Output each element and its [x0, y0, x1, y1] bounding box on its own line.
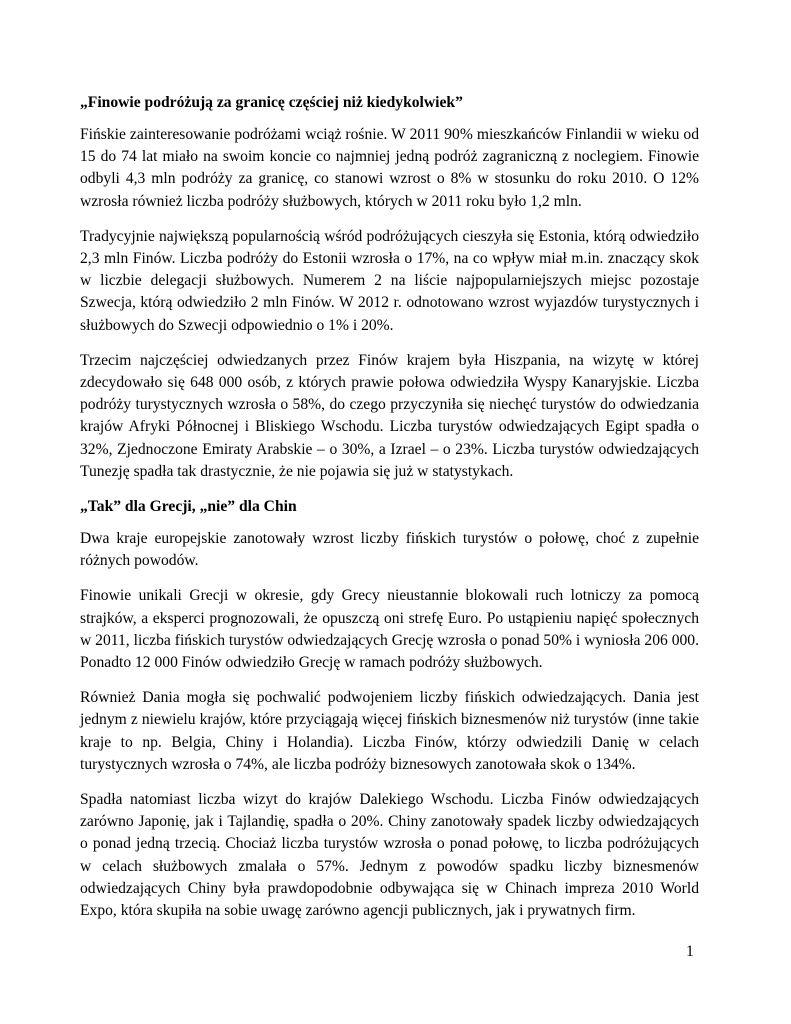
paragraph-spain: Trzecim najczęściej odwiedzanych przez Finów krajem była Hiszpania, na wizytę w której zdecydowało się 648 000 osób, z których prawie połowa odwiedziła Wyspy Kanaryjskie. Liczba podróży turystycznych wzrosła o 58%, do czego przyczyniła się niechęć turystów do odwiedzania krajów Afryki Północnej i Bliskiego Wschodu. Liczba turystów odwiedzających Egipt spadła o 32%, Zjednoczone Emiraty Arabskie – o 30%, a Izrael – o 23%. Liczba turystów odwiedzających Tunezję spadła tak drastycznie, że nie pojawia się już w statystykach. — [80, 351, 699, 480]
paragraph-far-east: Spadła natomiast liczba wizyt do krajów Dalekiego Wschodu. Liczba Finów odwiedzających zarówno Japonię, jak i Tajlandię, spadła o 20%. Chiny zanotowały spadek liczby odwiedzających o ponad jedną trzecią. Chociaż liczba turystów wzrosła o ponad połowę, to liczba podróżujących w celach służbowych zmalała o 57%. Jednym z powodów spadku liczby biznesmenów odwiedzających Chiny była prawdopodobnie odbywająca się w Chinach impreza 2010 World Expo, która skupiła na sobie uwagę zarówno agencji publicznych, jak i prywatnych firm. — [80, 791, 699, 920]
paragraph-estonia-sweden: Tradycyjnie największą popularnością wśród podróżujących cieszyła się Estonia, którą odwiedziło 2,3 mln Finów. Liczba podróży do Estonii wzrosła o 17%, na co wpływ miał m.in. znaczący skok w liczbie delegacji służbowych. Numerem 2 na liście najpopularniejszych miejsc pozostaje Szwecja, którą odwiedziło 2 mln Finów. W 2012 r. odnotowano wzrost wyjazdów turystycznych i służbowych do Szwecji odpowiednio o 1% i 20%. — [80, 227, 699, 334]
paragraph-greece: Finowie unikali Grecji w okresie, gdy Grecy nieustannie blokowali ruch lotniczy za pomocą strajków, a eksperci prognozowali, że opuszczą oni strefę Euro. Po ustąpieniu napięć społecznych w 2011, liczba fińskich turystów odwiedzających Grecję wzrosła o ponad 50% i wyniosła 206 000. Ponadto 12 000 Finów odwiedziło Grecję w ramach podróży służbowych. — [80, 587, 699, 672]
heading-finns-travel: „Finowie podróżują za granicę częściej niż kiedykolwiek” — [80, 94, 463, 111]
paragraph-two-countries: Dwa kraje europejskie zanotowały wzrost liczby fińskich turystów o połowę, choć z zupełnie różnych powodów. — [80, 530, 699, 570]
page-number: 1 — [686, 943, 694, 960]
paragraph-interest: Fińskie zainteresowanie podróżami wciąż rośnie. W 2011 90% mieszkańców Finlandii w wieku od 15 do 74 lat miało na swoim koncie co najmniej jedną podróż zagraniczną z noclegiem. Finowie odbyli 4,3 mln podróży za granicę, co stanowi wzrost o 8% w stosunku do roku 2010. O 12% wzrosła również liczba podróży służbowych, których w 2011 roku było 1,2 mln. — [80, 126, 699, 210]
paragraph-denmark: Również Dania mogła się pochwalić podwojeniem liczby fińskich odwiedzających. Dania jest jednym z niewielu krajów, które przyciągają więcej fińskich biznesmenów niż turystów (inne takie kraje to np. Belgia, Chiny i Holandia). Liczba Finów, którzy odwiedzili Danię w celach turystycznych wzrosła o 74%, ale liczba podróży biznesowych zanotowała skok o 134%. — [80, 689, 699, 773]
document-body — [80, 92, 699, 935]
heading-greece-china: „Tak” dla Grecji, „nie” dla Chin — [80, 498, 297, 516]
